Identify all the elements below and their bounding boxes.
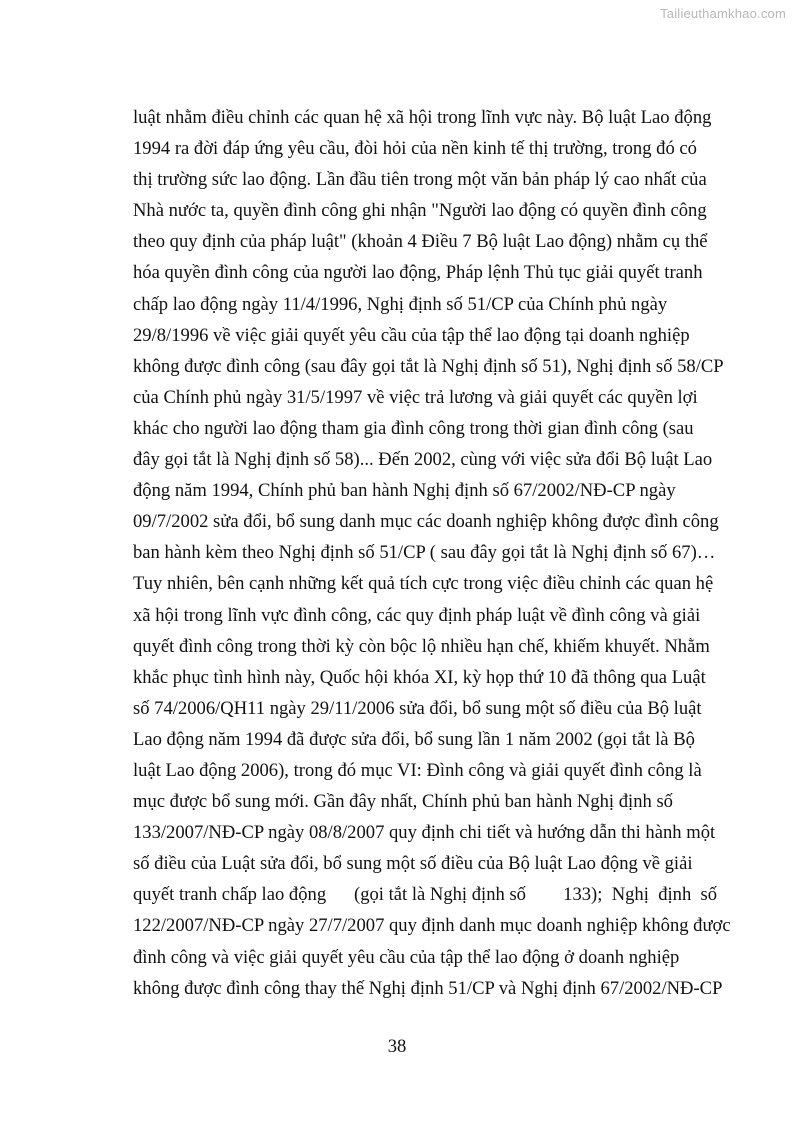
paragraph-line: 1994 ra đời đáp ứng yêu cầu, đòi hỏi của nền kinh tế thị trường, trong đó có [133, 138, 697, 160]
paragraph-line: quyết đình công trong thời kỳ còn bộc lộ nhiều hạn chế, khiếm khuyết. Nhằm [133, 635, 710, 657]
paragraph-line: mục được bổ sung mới. Gần đây nhất, Chính phủ ban hành Nghị định số [133, 791, 673, 813]
paragraph-line: động năm 1994, Chính phủ ban hành Nghị định số 67/2002/NĐ-CP ngày [133, 480, 676, 502]
paragraph-line: khắc phục tình hình này, Quốc hội khóa XI, kỳ họp thứ 10 đã thông qua Luật [133, 666, 706, 688]
paragraph-line: hóa quyền đình công của người lao động, Pháp lệnh Thủ tục giải quyết tranh [133, 262, 703, 284]
paragraph-line: số điều của Luật sửa đổi, bổ sung một số điều của Bộ luật Lao động về giải [133, 853, 693, 875]
paragraph-line: 29/8/1996 về việc giải quyết yêu cầu của tập thể lao động tại doanh nghiệp [133, 324, 690, 346]
paragraph-line: luật Lao động 2006), trong đó mục VI: Đình công và giải quyết đình công là [133, 759, 702, 781]
page-number: 38 [387, 1036, 407, 1057]
paragraph-line: quyết tranh chấp lao động (gọi tắt là Nghị định số 133); Nghị định số [133, 884, 718, 906]
paragraph-line: 09/7/2002 sửa đổi, bổ sung danh mục các doanh nghiệp không được đình công [133, 511, 719, 533]
paragraph-line: khác cho người lao động tham gia đình công trong thời gian đình công (sau [133, 417, 694, 439]
paragraph-line: Lao động năm 1994 đã được sửa đổi, bổ sung lần 1 năm 2002 (gọi tắt là Bộ [133, 728, 695, 750]
paragraph-line: đây gọi tắt là Nghị định số 58)... Đến 2002, cùng với việc sửa đổi Bộ luật Lao [133, 449, 713, 471]
paragraph-line: xã hội trong lĩnh vực đình công, các quy định pháp luật về đình công và giải [133, 604, 701, 626]
paragraph-line: Nhà nước ta, quyền đình công ghi nhận "Người lao động có quyền đình công [133, 200, 707, 222]
body-paragraph [133, 102, 731, 1004]
watermark-text: Tailieuthamkhao.com [660, 6, 786, 21]
paragraph-line: số 74/2006/QH11 ngày 29/11/2006 sửa đổi, bổ sung một số điều của Bộ luật [133, 697, 702, 719]
paragraph-line: luật nhằm điều chỉnh các quan hệ xã hội trong lĩnh vực này. Bộ luật Lao động [133, 107, 712, 128]
paragraph-line: không được đình công thay thế Nghị định 51/CP và Nghị định 67/2002/NĐ-CP [133, 977, 723, 999]
paragraph-line: ban hành kèm theo Nghị định số 51/CP ( sau đây gọi tắt là Nghị định số 67)… [133, 542, 716, 564]
paragraph-line: 133/2007/NĐ-CP ngày 08/8/2007 quy định chi tiết và hướng dẫn thi hành một [133, 822, 716, 844]
paragraph-line: đình công và việc giải quyết yêu cầu của tập thể lao động ở doanh nghiệp [133, 946, 680, 968]
paragraph-line: Tuy nhiên, bên cạnh những kết quả tích cực trong việc điều chỉnh các quan hệ [133, 573, 714, 595]
paragraph-line: thị trường sức lao động. Lần đầu tiên trong một văn bản pháp lý cao nhất của [133, 169, 707, 191]
paragraph-line: chấp lao động ngày 11/4/1996, Nghị định số 51/CP của Chính phủ ngày [133, 293, 668, 315]
paragraph-line: của Chính phủ ngày 31/5/1997 về việc trả lương và giải quyết các quyền lợi [133, 386, 698, 408]
paragraph-line: 122/2007/NĐ-CP ngày 27/7/2007 quy định danh mục doanh nghiệp không được [133, 915, 731, 937]
paragraph-line: theo quy định của pháp luật" (khoản 4 Điều 7 Bộ luật Lao động) nhằm cụ thể [133, 231, 708, 253]
paragraph-line: không được đình công (sau đây gọi tắt là Nghị định số 51), Nghị định số 58/CP [133, 355, 724, 377]
